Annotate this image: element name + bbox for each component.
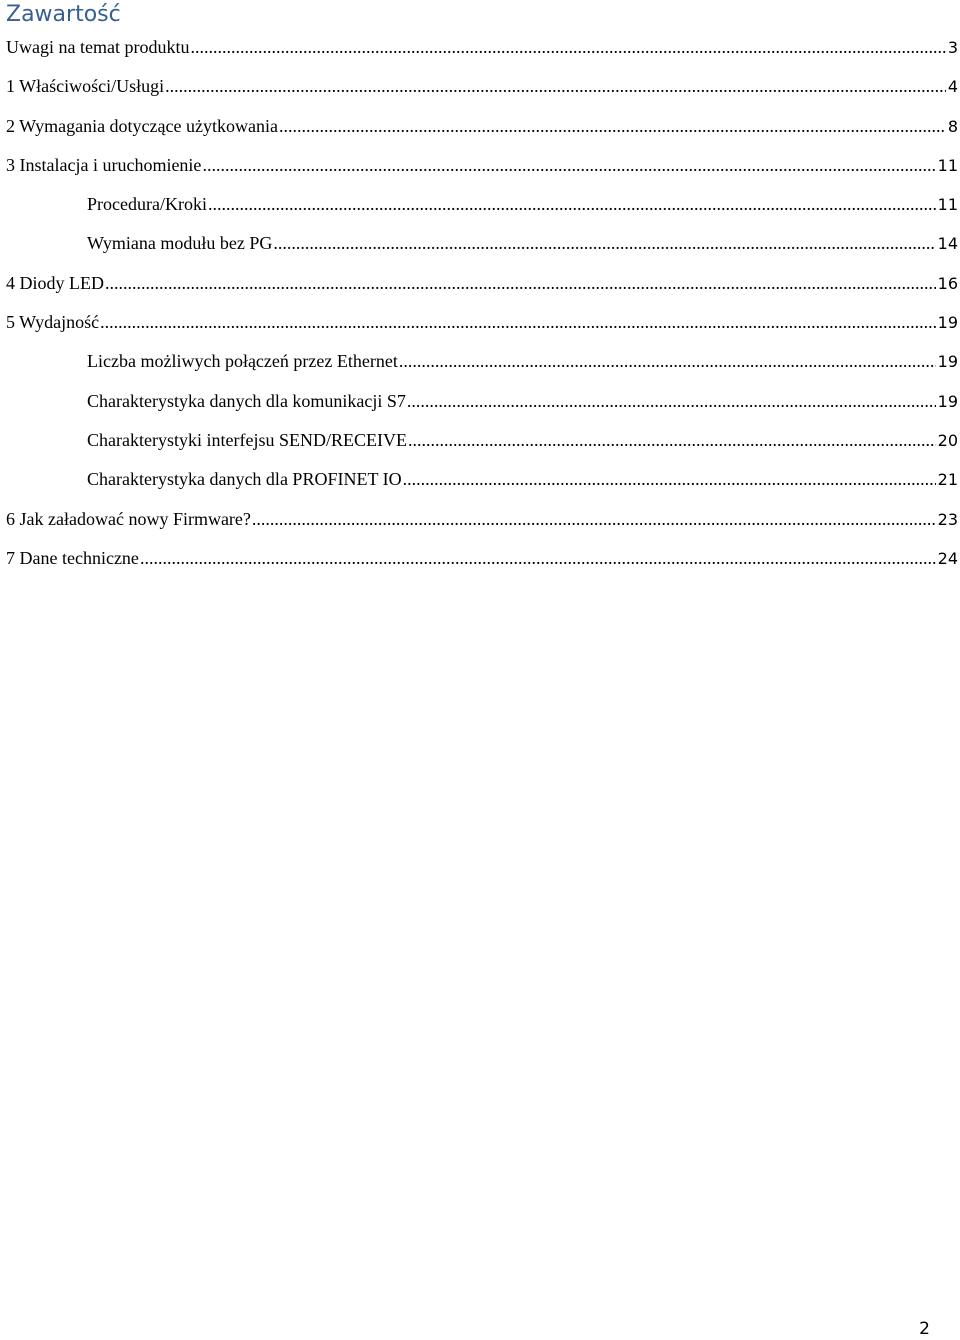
toc-entry-page: 11 bbox=[937, 195, 958, 215]
toc-dot-leader bbox=[140, 547, 936, 569]
toc-entry-page: 20 bbox=[937, 430, 958, 450]
toc-dot-leader bbox=[399, 350, 936, 372]
toc-entry-title: Uwagi na temat produktu bbox=[6, 37, 190, 57]
toc-entry-title: 4 Diody LED bbox=[6, 272, 104, 293]
toc-dot-leader bbox=[403, 468, 936, 490]
toc-subentry[interactable] bbox=[0, 342, 960, 381]
toc-entry-title: Charakterystyki interfejsu SEND/RECEIVE bbox=[87, 429, 407, 450]
toc-entry-title: 7 Dane techniczne bbox=[6, 547, 139, 568]
toc-entry-page: 23 bbox=[937, 509, 958, 529]
toc-entry[interactable] bbox=[0, 146, 960, 185]
toc-subentry[interactable] bbox=[0, 382, 960, 421]
toc-entry-title: Liczba możliwych połączeń przez Ethernet bbox=[87, 351, 398, 372]
toc-entry[interactable] bbox=[0, 67, 960, 106]
toc-entry-title: 6 Jak załadować nowy Firmware? bbox=[6, 508, 251, 529]
toc-dot-leader bbox=[279, 115, 946, 137]
toc-entry-page: 8 bbox=[947, 116, 958, 136]
toc-entry-title: 3 Instalacja i uruchomienie bbox=[6, 154, 202, 175]
toc-subentry[interactable] bbox=[0, 224, 960, 263]
toc-dot-leader bbox=[273, 232, 935, 254]
toc-entry-page: 3 bbox=[947, 38, 958, 57]
toc-dot-leader bbox=[208, 193, 936, 215]
toc-entry[interactable] bbox=[0, 264, 960, 303]
toc-entry-title: Procedura/Kroki bbox=[87, 194, 207, 215]
toc-heading: Zawartość bbox=[6, 2, 121, 27]
toc-entry-title: 1 Właściwości/Usługi bbox=[6, 76, 165, 97]
toc-entry-page: 19 bbox=[937, 391, 958, 411]
toc-entry-page: 16 bbox=[937, 273, 958, 293]
toc-entry[interactable] bbox=[0, 539, 960, 578]
toc-subentry[interactable] bbox=[0, 421, 960, 460]
toc-entry[interactable] bbox=[0, 107, 960, 146]
toc-dot-leader bbox=[202, 154, 935, 176]
toc-dot-leader bbox=[252, 508, 936, 530]
toc-dot-leader bbox=[190, 36, 945, 58]
toc-entry-title: Charakterystyka danych dla komunikacji S7 bbox=[87, 390, 406, 411]
toc-entry-page: 4 bbox=[947, 77, 958, 97]
toc-dot-leader bbox=[165, 75, 946, 97]
toc-entry[interactable] bbox=[0, 28, 960, 67]
toc-dot-leader bbox=[408, 429, 936, 451]
toc-subentry[interactable] bbox=[0, 185, 960, 224]
toc-subentry[interactable] bbox=[0, 460, 960, 499]
toc-entry-page: 14 bbox=[937, 234, 958, 254]
toc-entry-title: 2 Wymagania dotyczące użytkowania bbox=[6, 115, 278, 136]
toc-entry[interactable] bbox=[0, 303, 960, 342]
toc-dot-leader bbox=[100, 311, 936, 333]
toc-entry-page: 21 bbox=[937, 470, 958, 490]
toc-entry-title: Charakterystyka danych dla PROFINET IO bbox=[87, 469, 402, 490]
toc-entry-page: 24 bbox=[937, 548, 958, 568]
toc-entry-title: 5 Wydajność bbox=[6, 312, 100, 333]
toc-entry-page: 11 bbox=[937, 155, 958, 175]
table-of-contents bbox=[0, 28, 960, 578]
toc-entry[interactable] bbox=[0, 500, 960, 539]
toc-entry-title: Wymiana modułu bez PG bbox=[87, 233, 273, 254]
toc-dot-leader bbox=[105, 272, 936, 294]
page-number: 2 bbox=[919, 1319, 930, 1339]
toc-entry-page: 19 bbox=[937, 352, 958, 372]
toc-dot-leader bbox=[407, 390, 936, 412]
toc-entry-page: 19 bbox=[937, 313, 958, 333]
